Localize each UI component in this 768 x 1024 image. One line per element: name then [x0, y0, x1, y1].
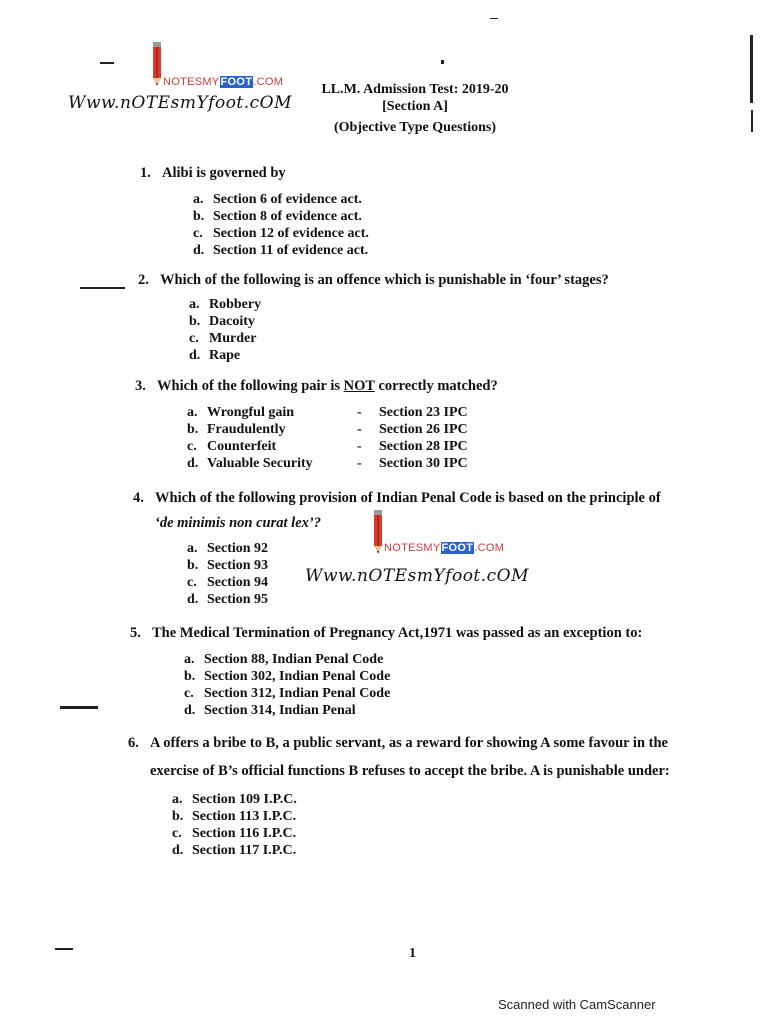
logo-part-foot: FOOT: [220, 76, 253, 88]
option-c: c. Section 312, Indian Penal Code: [184, 686, 391, 701]
option-c: c. Counterfeit - Section 28 IPC: [187, 439, 468, 454]
option-a: a. Section 109 I.P.C.: [172, 792, 297, 807]
question-text: Which of the following is an offence which is punishable in ‘four’ stages?: [160, 272, 609, 288]
scan-mark: [750, 35, 753, 103]
watermark-logo: [163, 76, 283, 88]
question-2: [138, 272, 609, 289]
scan-mark: [490, 18, 498, 19]
question-1: [140, 165, 286, 182]
scan-mark: [100, 62, 114, 64]
logo-part-com: .COM: [253, 76, 284, 88]
question-number: 2.: [138, 272, 149, 288]
question-3: [135, 378, 498, 395]
question-3-options: [187, 404, 468, 472]
option-b: b. Section 113 I.P.C.: [172, 809, 297, 824]
option-b: b. Fraudulently - Section 26 IPC: [187, 422, 468, 437]
scan-mark: [751, 110, 753, 132]
option-a: a. Wrongful gain - Section 23 IPC: [187, 405, 468, 420]
question-number: 4.: [133, 490, 144, 506]
pencil-icon: [373, 510, 383, 554]
option-d: d. Section 117 I.P.C.: [172, 843, 297, 858]
question-5: [130, 625, 642, 642]
logo-part-notesmy: NOTESMY: [163, 76, 220, 88]
question-number: 5.: [130, 625, 141, 641]
question-text-post: correctly matched?: [374, 378, 498, 394]
question-text-emphasis: NOT: [343, 378, 375, 394]
scan-mark: [55, 948, 73, 950]
page-number: 1: [409, 946, 416, 961]
watermark-url: Www.nOTEsmYfoot.cOM: [68, 93, 293, 113]
option-b: b. Dacoity: [189, 314, 255, 329]
scanner-footer: Scanned with CamScanner: [498, 997, 656, 1012]
option-b: b. Section 302, Indian Penal Code: [184, 669, 391, 684]
scan-mark: [80, 287, 125, 289]
question-text-pre: Which of the following pair is: [157, 378, 344, 394]
option-c: c. Murder: [189, 331, 257, 346]
option-d: d. Rape: [189, 348, 241, 363]
scan-mark: [441, 60, 444, 64]
exam-subtitle: (Objective Type Questions): [333, 120, 497, 135]
option-d: d. Valuable Security - Section 30 IPC: [187, 456, 468, 471]
option-a: a. Robbery: [189, 297, 262, 312]
logo-part-com: .COM: [474, 542, 505, 554]
option-d: d. Section 314, Indian Penal: [184, 703, 356, 718]
option-c: c. Section 116 I.P.C.: [172, 826, 297, 841]
question-4-options: [187, 540, 268, 608]
option-a: a. Section 88, Indian Penal Code: [184, 652, 384, 667]
question-4: [133, 490, 661, 507]
exam-title: LL.M. Admission Test: 2019-20: [321, 82, 509, 97]
logo-part-notesmy: NOTESMY: [384, 542, 441, 554]
scan-mark: [60, 706, 98, 709]
option-b: b. Section 93: [187, 558, 269, 573]
question-6: [128, 735, 668, 752]
option-c: c. Section 12 of evidence act.: [193, 226, 369, 241]
option-a: a. Section 92: [187, 541, 269, 556]
question-number: 1.: [140, 165, 151, 181]
option-c: c. Section 94: [187, 575, 269, 590]
option-a: a. Section 6 of evidence act.: [193, 192, 362, 207]
question-text: Alibi is governed by: [162, 165, 286, 181]
watermark-logo: [384, 542, 504, 554]
pencil-icon: [152, 42, 162, 86]
question-6-options: [172, 791, 297, 859]
question-2-options: [189, 296, 261, 364]
question-text: A offers a bribe to B, a public servant, as a reward for showing A some favour in the: [150, 735, 668, 751]
question-number: 6.: [128, 735, 139, 751]
question-text: The Medical Termination of Pregnancy Act,1971 was passed as an exception to:: [152, 625, 643, 641]
logo-part-foot: FOOT: [441, 542, 474, 554]
option-d: d. Section 11 of evidence act.: [193, 243, 369, 258]
option-d: d. Section 95: [187, 592, 269, 607]
question-6-line2: exercise of B’s official functions B refuses to accept the bribe. A is punishable under:: [150, 763, 670, 779]
document-header: [300, 81, 530, 136]
option-b: b. Section 8 of evidence act.: [193, 209, 362, 224]
question-text: Which of the following provision of Indian Penal Code is based on the principle of: [155, 490, 661, 506]
watermark-url: Www.nOTEsmYfoot.cOM: [305, 566, 530, 586]
question-5-options: [184, 651, 390, 719]
section-label: [Section A]: [382, 99, 448, 114]
question-4-line2: ‘de minimis non curat lex’?: [155, 515, 321, 531]
question-1-options: [193, 191, 369, 259]
question-number: 3.: [135, 378, 146, 394]
